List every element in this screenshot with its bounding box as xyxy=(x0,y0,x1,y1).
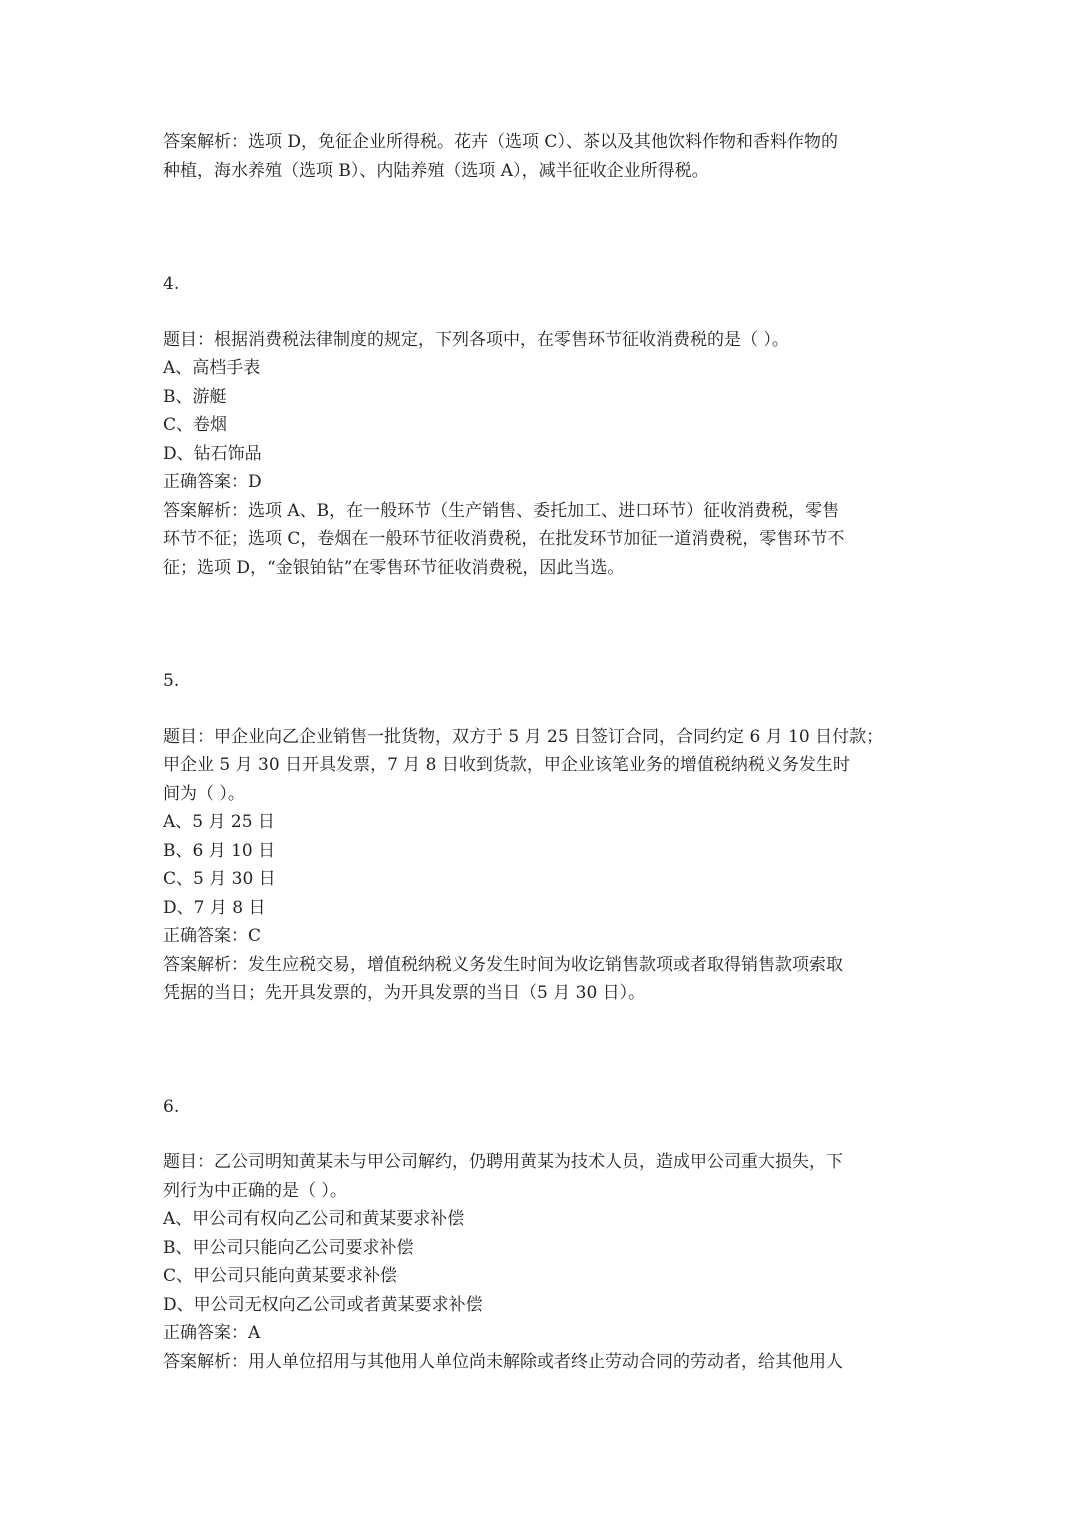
question-stem: 间为（ ）。 xyxy=(163,783,245,804)
analysis-line: 凭据的当日；先开具发票的，为开具发票的当日（5 月 30 日）。 xyxy=(163,983,646,1003)
option-d: D、钻石饰品 xyxy=(163,443,262,464)
option-c: C、甲公司只能向黄某要求补偿 xyxy=(163,1266,398,1286)
question-6 xyxy=(163,1093,923,1377)
previous-answer-analysis xyxy=(163,128,923,185)
analysis-line: 征；选项 D，“金银铂钻”在零售环节征收消费税，因此当选。 xyxy=(163,557,625,578)
option-b: B、甲公司只能向乙公司要求补偿 xyxy=(163,1237,414,1258)
option-a: A、高档手表 xyxy=(163,358,261,378)
analysis-line: 答案解析：发生应税交易，增值税纳税义务发生时间为收讫销售款项或者取得销售款项索取 xyxy=(163,954,843,975)
correct-answer: 正确答案：A xyxy=(163,1323,261,1343)
analysis-line: 种植，海水养殖（选项 B）、内陆养殖（选项 A），减半征收企业所得税。 xyxy=(163,160,709,181)
option-b: B、游艇 xyxy=(163,386,227,407)
correct-answer: 正确答案：C xyxy=(163,926,262,946)
question-stem: 题目：甲企业向乙企业销售一批货物，双方于 5 月 25 日签订合同，合同约定 6 月 10 日付款； xyxy=(163,726,884,747)
analysis-line: 答案解析：选项 D，免征企业所得税。花卉（选项 C）、茶以及其他饮料作物和香料作物的 xyxy=(163,132,838,152)
option-a: A、5 月 25 日 xyxy=(163,812,275,832)
analysis-line: 环节不征；选项 C，卷烟在一般环节征收消费税，在批发环节加征一道消费税，零售环节不 xyxy=(163,529,845,549)
option-b: B、6 月 10 日 xyxy=(163,840,276,861)
option-d: D、7 月 8 日 xyxy=(163,897,266,918)
question-number: 4. xyxy=(163,274,180,294)
analysis-line: 答案解析：用人单位招用与其他用人单位尚未解除或者终止劳动合同的劳动者，给其他用人 xyxy=(163,1351,843,1372)
analysis-line: 答案解析：选项 A、B，在一般环节（生产销售、委托加工、进口环节）征收消费税，零售 xyxy=(163,500,840,521)
correct-answer: 正确答案：D xyxy=(163,472,262,492)
option-d: D、甲公司无权向乙公司或者黄某要求补偿 xyxy=(163,1294,483,1315)
question-5 xyxy=(163,667,923,1008)
option-c: C、5 月 30 日 xyxy=(163,869,276,889)
question-stem: 题目：根据消费税法律制度的规定，下列各项中，在零售环节征收消费税的是（ ）。 xyxy=(163,329,789,350)
question-4 xyxy=(163,270,923,582)
option-c: C、卷烟 xyxy=(163,415,228,435)
question-stem: 题目：乙公司明知黄某未与甲公司解约，仍聘用黄某为技术人员，造成甲公司重大损失，下 xyxy=(163,1152,843,1172)
question-number: 6. xyxy=(163,1096,180,1117)
question-number: 5. xyxy=(163,671,180,691)
option-a: A、甲公司有权向乙公司和黄某要求补偿 xyxy=(163,1209,465,1229)
document-page xyxy=(163,128,923,1376)
question-stem: 列行为中正确的是（ ）。 xyxy=(163,1180,347,1201)
question-stem: 甲企业 5 月 30 日开具发票，7 月 8 日收到货款，甲企业该笔业务的增值税纳税义务发生时 xyxy=(163,755,850,775)
